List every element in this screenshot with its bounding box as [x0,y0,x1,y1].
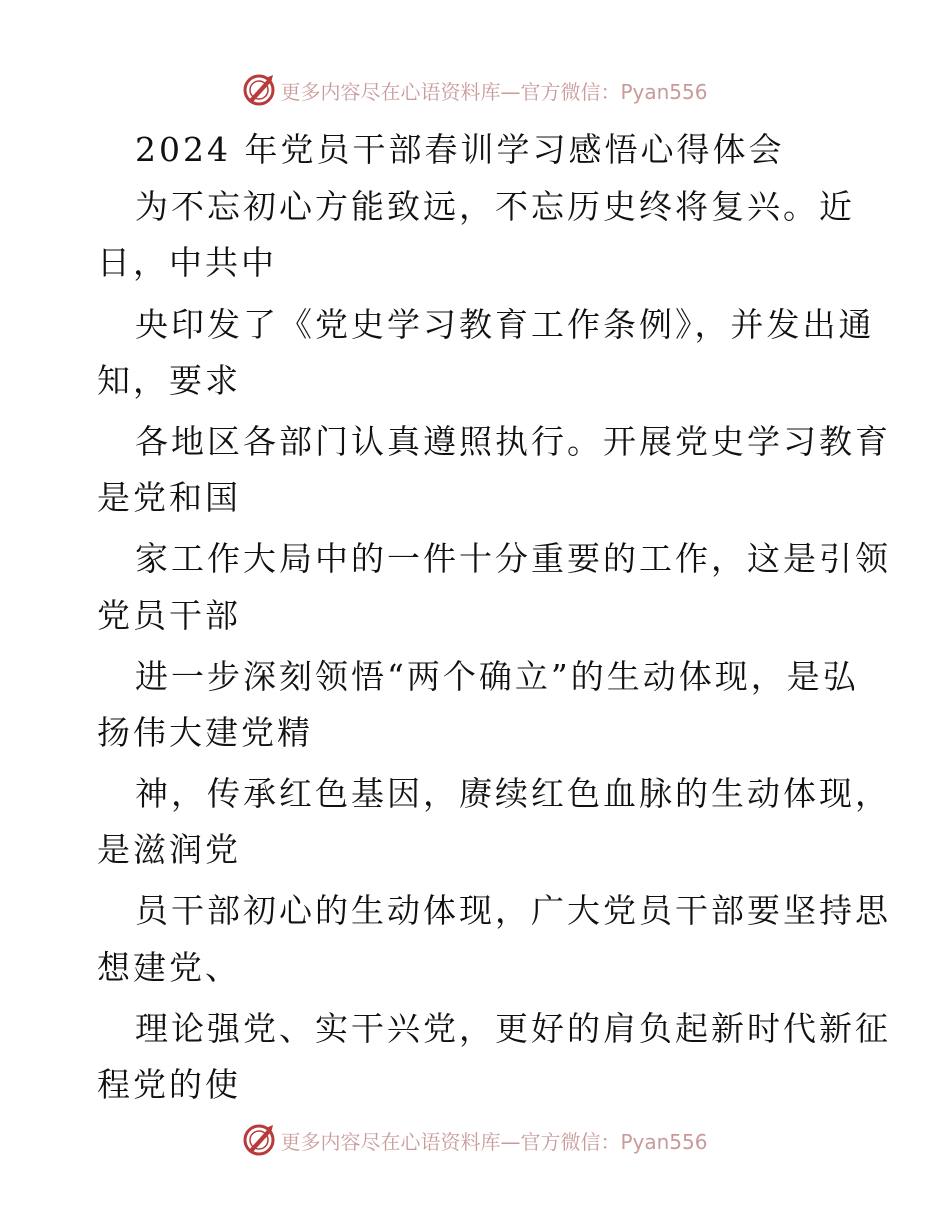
paragraph-line: 员干部初心的生动体现，广大党员干部要坚持思 [135,891,891,930]
paragraph-line: 想建党、 [97,948,241,987]
paragraph-line: 为不忘初心方能致远，不忘历史终将复兴。近 [135,187,855,226]
paragraph-line: 是滋润党 [97,830,241,869]
paragraph-line: 是党和国 [97,478,241,517]
paragraph-line: 党员干部 [97,596,241,635]
seal-quill-icon [242,1123,276,1157]
paragraph-line: 各地区各部门认真遵照执行。开展党史学习教育 [135,422,891,461]
paragraph-line: 神，传承红色基因，赓续红色血脉的生动体现， [135,774,891,813]
paragraph-line: 理论强党、实干兴党，更好的肩负起新时代新征 [135,1009,891,1048]
document-title: 2024 年党员干部春训学习感悟心得体会 [135,130,785,169]
paragraph-line: 程党的使 [97,1065,241,1104]
footer-watermark [0,1120,950,1160]
watermark-text: 更多内容尽在心语资料库—官方微信：Pyan556 [280,1129,708,1154]
header-watermark [0,70,950,110]
paragraph-line: 扬伟大建党精 [97,713,313,752]
watermark-text: 更多内容尽在心语资料库—官方微信：Pyan556 [280,79,708,104]
paragraph-line: 知，要求 [97,361,241,400]
seal-quill-icon [242,73,276,107]
paragraph-line: 央印发了《党史学习教育工作条例》，并发出通 [135,305,875,344]
paragraph-line: 进一步深刻领悟“两个确立”的生动体现，是弘 [135,657,859,696]
paragraph-line: 家工作大局中的一件十分重要的工作，这是引领 [135,539,891,578]
paragraph-line: 日，中共中 [97,243,277,282]
